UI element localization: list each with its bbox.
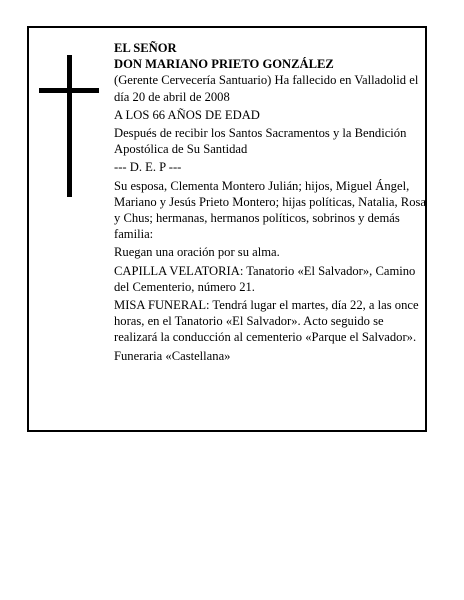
cross-vertical-bar: [67, 55, 72, 197]
notice-text: [114, 40, 426, 364]
notice-age: A LOS 66 AÑOS DE EDAD: [114, 107, 260, 122]
notice-funeral-home: Funeraria «Castellana»: [114, 348, 231, 363]
deceased-name: DON MARIANO PRIETO GONZÁLEZ: [114, 57, 334, 72]
cross-icon: [39, 55, 99, 197]
notice-prayer: Ruegan una oración por su alma.: [114, 245, 280, 260]
notice-family: Su esposa, Clementa Montero Julián; hijos, Miguel Ángel, Mariano y Jesús Prieto Montero; hijas políticas, Natalia, Rosa y Chus; hermanas, hermanos políticos, sobrinos y demás familia:: [114, 178, 426, 242]
obituary-notice: [27, 26, 427, 432]
notice-title: EL SEÑOR: [114, 41, 177, 55]
notice-dep: --- D. E. P ---: [114, 160, 182, 175]
notice-intro: (Gerente Cervecería Santuario) Ha fallecido en Valladolid el día 20 de abril de 2008: [114, 73, 419, 104]
notice-sacraments: Después de recibir los Santos Sacramentos y la Bendición Apostólica de Su Santidad: [114, 126, 407, 157]
notice-chapel: CAPILLA VELATORIA: Tanatorio «El Salvador», Camino del Cementerio, número 21.: [114, 263, 416, 294]
cross-horizontal-bar: [39, 88, 99, 93]
notice-funeral: MISA FUNERAL: Tendrá lugar el martes, día 22, a las once horas, en el Tanatorio «El Salvador». Acto seguido se realizará la conducción al cementerio «Parque el Salvador».: [114, 298, 419, 345]
